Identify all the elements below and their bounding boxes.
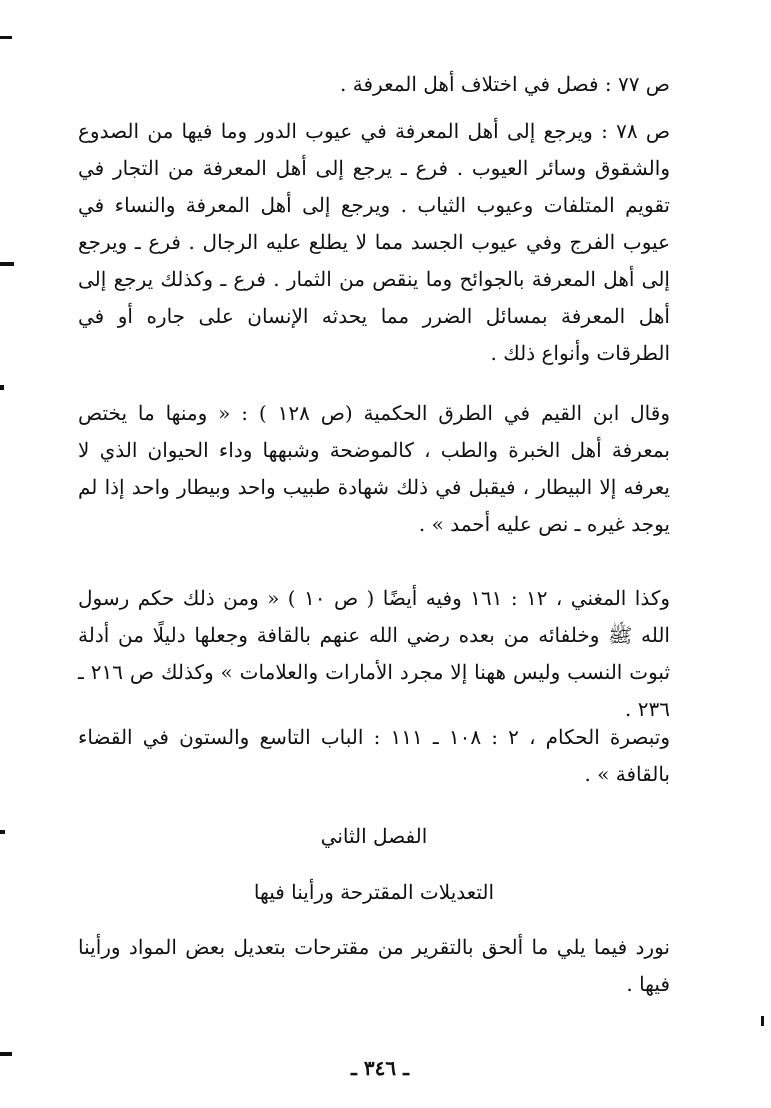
scan-edge-mark	[0, 1052, 12, 1056]
scan-edge-mark	[0, 36, 12, 39]
paragraph-mughni: وكذا المغني ، ١٢ : ١٦١ وفيه أيضًا ( ص ١٠ ) « ومن ذلك حكم رسول الله ﷺ وخلفائه من بعده رضي الله عنهم بالقافة وجعلها دليلًا من أدلة ثبوت النسب وليس ههنا إلا مجرد الأمارات والعلامات » وكذلك ص ٢١٦ ـ ٢٣٦ .	[78, 586, 671, 721]
paragraph-tabsira: وتبصرة الحكام ، ٢ : ١٠٨ ـ ١١١ : الباب التاسع والستون في القضاء بالقافة » .	[78, 725, 671, 786]
paragraph-p77: ص ٧٧ : فصل في اختلاف أهل المعرفة .	[340, 72, 670, 96]
paragraph-intro: نورد فيما يلي ما ألحق بالتقرير من مقترحات بتعديل بعض المواد ورأينا فيها .	[78, 935, 670, 996]
chapter-subtitle: التعديلات المقترحة ورأينا فيها	[253, 880, 495, 904]
page-number: ـ ٣٤٦ ـ	[351, 1056, 409, 1080]
chapter-heading: الفصل الثاني	[320, 824, 428, 848]
paragraph-p78: ص ٧٨ : ويرجع إلى أهل المعرفة في عيوب الدور وما فيها من الصدوع والشقوق وسائر العيوب . فرع ـ يرجع إلى أهل المعرفة من التجار في تقويم المتلفات وعيوب الثياب . ويرجع إلى أهل المعرفة والنساء في عيوب الفرج وفي عيوب الجسد مما لا يطلع عليه الرجال . فرع ـ ويرجع إلى أهل المعرفة بالجوائح وما ينقص من الثمار . فرع ـ وكذلك يرجع إلى أهل المعرفة بمسائل الضرر مما يحدثه الإنسان على جاره أو في الطرقات وأنواع ذلك .	[78, 119, 670, 365]
scan-edge-mark	[761, 1016, 764, 1026]
paragraph-ibn-qayyim: وقال ابن القيم في الطرق الحكمية (ص ١٢٨ ) : « ومنها ما يختص بمعرفة أهل الخبرة والطب ، كالموضحة وشبهها وداء الحيوان الذي لا يعرفه إلا البيطار ، فيقبل في ذلك شهادة طبيب واحد وبيطار واحد إذا لم يوجد غيره ـ نص عليه أحمد » .	[78, 401, 670, 536]
scan-edge-mark	[0, 830, 5, 834]
scan-edge-mark	[0, 385, 4, 390]
scan-edge-mark	[0, 262, 14, 266]
